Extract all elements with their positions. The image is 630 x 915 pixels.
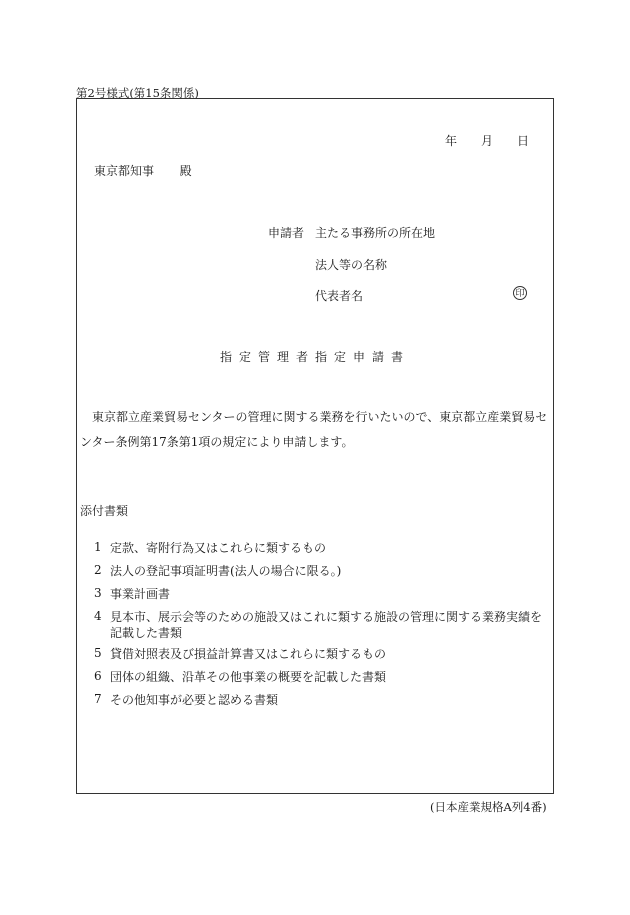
attachment-item [94,586,544,602]
addressee-honorific: 殿 [179,164,192,178]
attachment-item [94,609,544,641]
attachment-number: 2 [94,563,102,577]
attachment-item [94,692,544,708]
attachment-number: 6 [94,669,102,683]
seal-mark: 印 [513,286,527,300]
applicant-name-label: 法人等の名称 [315,258,388,272]
attachment-item [94,669,544,685]
date-day: 日 [517,134,530,148]
date-month: 月 [481,134,494,148]
attachment-text: その他知事が必要と認める書類 [110,693,279,707]
date-year: 年 [445,134,458,148]
form-number-label: 第2号様式(第15条関係) [76,86,199,100]
attachment-number: 3 [94,586,102,600]
attachment-number: 5 [94,646,102,660]
addressee-name: 東京都知事 [94,164,155,178]
attachment-text: 見本市、展示会等のための施設又はこれに類する施設の管理に関する業務実績を記載した書類 [110,610,543,640]
application-body-text: 東京都立産業貿易センターの管理に関する業務を行いたいので、東京都立産業貿易センター条例第17条第1項の規定により申請します。 [80,410,548,449]
attachment-item [94,540,544,556]
paper-standard-note: (日本産業規格A列4番) [430,800,547,814]
attachment-text: 事業計画書 [110,587,171,601]
attachment-text: 団体の組織、沿革その他事業の概要を記載した書類 [110,670,387,684]
applicant-address-label: 主たる事務所の所在地 [315,226,436,240]
attachment-text: 法人の登記事項証明書(法人の場合に限る。) [110,564,342,578]
attachment-number: 7 [94,692,102,706]
addressee [94,164,192,178]
attachment-number: 4 [94,609,102,623]
attachment-text: 貸借対照表及び損益計算書又はこれらに類するもの [110,647,387,661]
attachments-heading: 添付書類 [80,504,129,518]
applicant-label: 申請者 [268,226,305,240]
attachment-text: 定款、寄附行為又はこれらに類するもの [110,541,327,555]
attachment-number: 1 [94,540,102,554]
representative-label: 代表者名 [315,289,364,303]
attachment-item [94,563,544,579]
attachment-item [94,646,544,662]
document-title: 指定管理者指定申請書 [219,350,410,364]
